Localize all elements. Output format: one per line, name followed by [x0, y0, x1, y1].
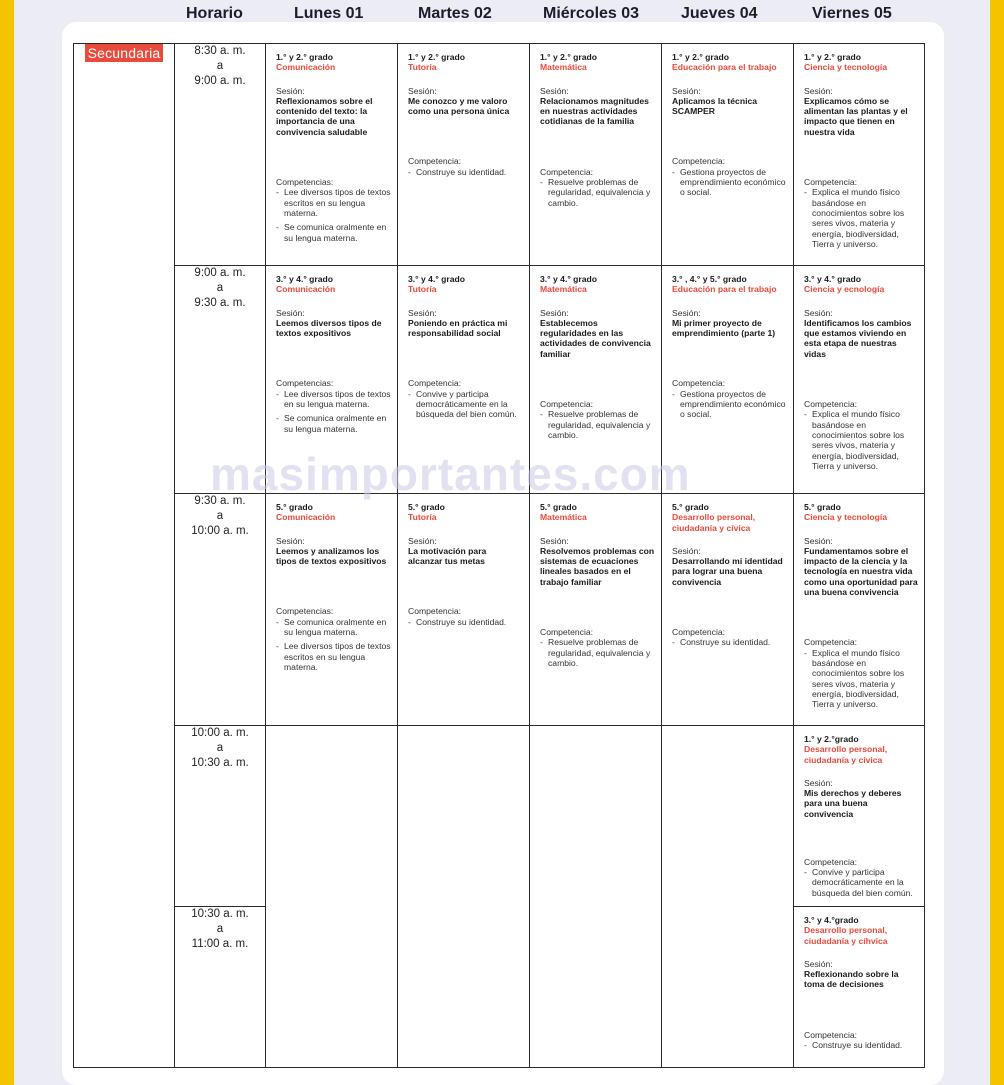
empty-cell — [266, 726, 398, 1068]
time-cell: 10:30 a. m. a 11:00 a. m. — [175, 907, 266, 1068]
class-session — [794, 44, 924, 265]
competency-item: - Construye su identidad. — [408, 617, 523, 627]
grade-label: 1.° y 2.°grado — [804, 734, 859, 744]
grade-label: 3.° y 4.° grado — [540, 274, 598, 284]
header-day-3: Miércoles 03 — [543, 5, 640, 22]
table-row — [74, 44, 925, 266]
competency-item: - Explica el mundo físico basándose en conocimientos sobre los seres vivos, materia y energía, biodiversidad, Tierra y universo. — [804, 648, 918, 710]
slot-cell — [530, 494, 662, 726]
header-day-4: Jueves 04 — [681, 5, 758, 22]
competency-label: Competencia: — [540, 166, 594, 177]
session-title: Reflexionamos sobre el contenido del texto: la importancia de una convivencia saludable — [276, 95, 373, 137]
session-label: Sesión: — [408, 85, 437, 96]
grade-label: 1.° y 2.° grado — [672, 52, 730, 62]
grade-label: 5.° grado — [672, 502, 709, 512]
competency-item: - Construye su identidad. — [672, 637, 787, 647]
session-title: Identificamos los cambios que estamos viviendo en esta etapa de nuestras vidas — [804, 317, 912, 359]
grade-label: 5.° grado — [408, 502, 445, 512]
session-title: Aplicamos la técnica SCAMPER — [672, 95, 758, 117]
class-session — [662, 266, 793, 493]
competency-label: Competencia: — [408, 156, 462, 167]
competency-label: Competencia: — [804, 177, 858, 188]
subject-area: Ciencia y ecnología — [804, 284, 885, 295]
competency-label: Competencia: — [804, 856, 858, 867]
session-title: Resolvemos problemas con sistemas de ecuaciones lineales basados en el trabajo familiar — [540, 545, 655, 587]
competency-label: Competencia: — [540, 399, 594, 410]
class-session — [662, 494, 793, 725]
session-label: Sesión: — [804, 535, 833, 546]
spacer — [672, 587, 787, 627]
subject-area: Comunicación — [276, 512, 336, 523]
competency-item: - Se comunica oralmente en su lengua materna. — [276, 222, 391, 243]
time-cell: 8:30 a. m. a 9:00 a. m. — [175, 44, 266, 266]
spacer — [408, 338, 523, 378]
class-session — [530, 494, 661, 725]
competency-label: Competencia: — [804, 637, 858, 648]
subject-area: Tutoría — [408, 284, 437, 295]
spacer — [672, 116, 787, 156]
competency-label: Competencia: — [540, 627, 594, 638]
slot-cell — [266, 494, 398, 726]
competency-item: - Lee diversos tipos de textos en su lengua materna. — [276, 389, 391, 410]
grade-label: 5.° grado — [804, 502, 841, 512]
competency-item: - Construye su identidad. — [804, 1040, 918, 1050]
slot-cell — [794, 44, 925, 266]
session-title: La motivación para alcanzar tus metas — [408, 545, 487, 567]
subject-area: Matemática — [540, 284, 587, 295]
slot-cell — [794, 726, 925, 907]
subject-area: Desarrollo personal, ciudadanía y cívica — [672, 512, 756, 533]
competency-item: - Resuelve problemas de regularidad, equivalencia y cambio. — [540, 409, 655, 440]
competency-label: Competencia: — [804, 1029, 858, 1040]
session-title: Me conozco y me valoro como una persona única — [408, 95, 510, 117]
competency-item: - Construye su identidad. — [408, 167, 523, 177]
subject-area: Ciencia y tecnología — [804, 512, 888, 523]
right-accent-bar — [990, 0, 1004, 1085]
spacer — [276, 566, 391, 606]
competency-item: - Convive y participa democráticamente en la búsqueda del bien común. — [804, 867, 918, 898]
session-label: Sesión: — [276, 85, 305, 96]
grade-label: 3.° , 4.° y 5.° grado — [672, 274, 747, 284]
session-title: Desarrollando mi identidad para lograr una buena convivencia — [672, 556, 783, 587]
class-session — [530, 266, 661, 493]
slot-cell — [398, 494, 530, 726]
slot-cell — [794, 266, 925, 494]
session-label: Sesión: — [408, 535, 437, 546]
empty-cell — [530, 726, 662, 1068]
subject-area: Tutoría — [408, 62, 437, 73]
spacer — [804, 597, 918, 637]
spacer — [276, 137, 391, 177]
subject-area: Matemática — [540, 62, 587, 73]
slot-cell — [398, 44, 530, 266]
empty-cell — [398, 726, 530, 1068]
spacer — [804, 990, 918, 1030]
competency-label: Competencia: — [408, 606, 462, 617]
spacer — [408, 116, 523, 156]
spacer — [804, 359, 918, 399]
subject-area: Comunicación — [276, 62, 336, 73]
session-label: Sesión: — [540, 535, 569, 546]
session-label: Sesión: — [408, 307, 437, 318]
header-day-2: Martes 02 — [418, 5, 492, 22]
level-cell — [74, 44, 175, 1068]
subject-area: Educación para el trabajo — [672, 284, 777, 295]
grade-label: 3.° y 4.° grado — [804, 274, 862, 284]
session-label: Sesión: — [804, 777, 833, 788]
competency-item: - Se comunica oralmente en su lengua materna. — [276, 413, 391, 434]
subject-area: Desarrollo personal, ciudadanía y cívica — [804, 744, 888, 765]
grade-label: 3.° y 4.°grado — [804, 915, 859, 925]
slot-cell — [266, 44, 398, 266]
spacer — [276, 338, 391, 378]
slot-cell — [662, 266, 794, 494]
slot-cell — [662, 44, 794, 266]
class-session — [398, 494, 529, 725]
competency-item: - Convive y participa democráticamente en la búsqueda del bien común. — [408, 389, 523, 420]
competency-label: Competencia: — [804, 399, 858, 410]
competency-label: Competencias: — [276, 378, 334, 389]
session-label: Sesión: — [672, 307, 701, 318]
session-title: Fundamentamos sobre el impacto de la ciencia y la tecnología en nuestra vida como una oportunidad para una buena convivencia — [804, 545, 918, 598]
competency-item: - Lee diversos tipos de textos escritos en su lengua materna. — [276, 187, 391, 218]
competency-item: - Explica el mundo físico basándose en conocimientos sobre los seres vivos, materia y energía, biodiversidad, Tierra y universo. — [804, 409, 918, 471]
session-title: Explicamos cómo se alimentan las plantas y el impacto que tienen en nuestra vida — [804, 95, 908, 137]
class-session — [530, 44, 661, 265]
grade-label: 3.° y 4.° grado — [276, 274, 334, 284]
subject-area: Ciencia y tecnología — [804, 62, 888, 73]
subject-area: Matemática — [540, 512, 587, 523]
session-label: Sesión: — [804, 307, 833, 318]
competency-label: Competencias: — [276, 177, 334, 188]
competency-label: Competencia: — [672, 156, 726, 167]
session-title: Poniendo en práctica mi responsabilidad social — [408, 317, 508, 339]
subject-area: Educación para el trabajo — [672, 62, 777, 73]
class-session — [794, 494, 924, 725]
competency-item: - Explica el mundo físico basándose en conocimientos sobre los seres vivos, materia y energía, biodiversidad, Tierra y universo. — [804, 187, 918, 249]
class-session — [794, 726, 924, 906]
class-session — [794, 907, 924, 1067]
competency-item: - Gestiona proyectos de emprendimiento económico o social. — [672, 167, 787, 198]
session-label: Sesión: — [540, 307, 569, 318]
session-title: Mis derechos y deberes para una buena convivencia — [804, 788, 902, 819]
competency-label: Competencia: — [408, 378, 462, 389]
slot-cell — [794, 907, 925, 1068]
subject-area: Desarrollo personal, ciudadanía y cíhvica — [804, 925, 888, 946]
session-label: Sesión: — [540, 85, 569, 96]
subject-area: Comunicación — [276, 284, 336, 295]
table-row — [74, 494, 925, 726]
slot-cell — [662, 494, 794, 726]
session-title: Leemos y analizamos los tipos de textos expositivos — [276, 545, 387, 567]
empty-cell — [662, 726, 794, 1068]
competency-item: - Resuelve problemas de regularidad, equivalencia y cambio. — [540, 177, 655, 208]
session-label: Sesión: — [672, 85, 701, 96]
session-title: Reflexionando sobre la toma de decisiones — [804, 969, 899, 990]
grade-label: 3.° y 4.° grado — [408, 274, 466, 284]
competency-item: - Se comunica oralmente en su lengua materna. — [276, 617, 391, 638]
spacer — [672, 338, 787, 378]
time-cell: 9:30 a. m. a 10:00 a. m. — [175, 494, 266, 726]
competency-label: Competencia: — [672, 627, 726, 638]
schedule-table — [73, 43, 925, 1068]
level-badge: Secundaria — [85, 44, 164, 62]
grade-label: 5.° grado — [540, 502, 577, 512]
session-title: Establecemos regularidades en las actividades de convivencia familiar — [540, 317, 651, 359]
competency-item: - Gestiona proyectos de emprendimiento económico o social. — [672, 389, 787, 420]
grade-label: 1.° y 2.° grado — [540, 52, 598, 62]
session-label: Sesión: — [672, 545, 701, 556]
competency-item: - Resuelve problemas de regularidad, equivalencia y cambio. — [540, 637, 655, 668]
grade-label: 1.° y 2.° grado — [804, 52, 862, 62]
class-session — [398, 44, 529, 265]
header-horario: Horario — [186, 5, 243, 22]
subject-area: Tutoría — [408, 512, 437, 523]
competency-item: - Lee diversos tipos de textos escritos en su lengua materna. — [276, 641, 391, 672]
table-row — [74, 266, 925, 494]
session-title: Mi primer proyecto de emprendimiento (parte 1) — [672, 317, 776, 339]
class-session — [662, 44, 793, 265]
spacer — [540, 587, 655, 627]
header-day-1: Lunes 01 — [294, 5, 364, 22]
spacer — [540, 127, 655, 167]
slot-cell — [266, 266, 398, 494]
slot-cell — [794, 494, 925, 726]
session-label: Sesión: — [276, 535, 305, 546]
class-session — [794, 266, 924, 493]
session-label: Sesión: — [804, 958, 833, 969]
class-session — [266, 494, 397, 725]
class-session — [398, 266, 529, 493]
spacer — [804, 819, 918, 857]
table-row — [74, 726, 925, 907]
class-session — [266, 266, 397, 493]
session-label: Sesión: — [804, 85, 833, 96]
session-label: Sesión: — [276, 307, 305, 318]
watermark: masimportantes.com — [210, 448, 691, 500]
left-accent-bar — [0, 0, 14, 1085]
spacer — [540, 359, 655, 399]
slot-cell — [398, 266, 530, 494]
grade-label: 1.° y 2.° grado — [408, 52, 466, 62]
slot-cell — [530, 44, 662, 266]
grade-label: 1.° y 2.° grado — [276, 52, 334, 62]
session-title: Relacionamos magnitudes en nuestras actividades cotidianas de la familia — [540, 95, 649, 127]
competency-label: Competencias: — [276, 606, 334, 617]
header-day-5: Viernes 05 — [812, 5, 892, 22]
spacer — [804, 137, 918, 177]
time-cell: 10:00 a. m. a 10:30 a. m. — [175, 726, 266, 907]
time-cell: 9:00 a. m. a 9:30 a. m. — [175, 266, 266, 494]
slot-cell — [530, 266, 662, 494]
grade-label: 5.° grado — [276, 502, 313, 512]
spacer — [408, 566, 523, 606]
class-session — [266, 44, 397, 265]
competency-label: Competencia: — [672, 378, 726, 389]
session-title: Leemos diversos tipos de textos expositivos — [276, 317, 382, 339]
